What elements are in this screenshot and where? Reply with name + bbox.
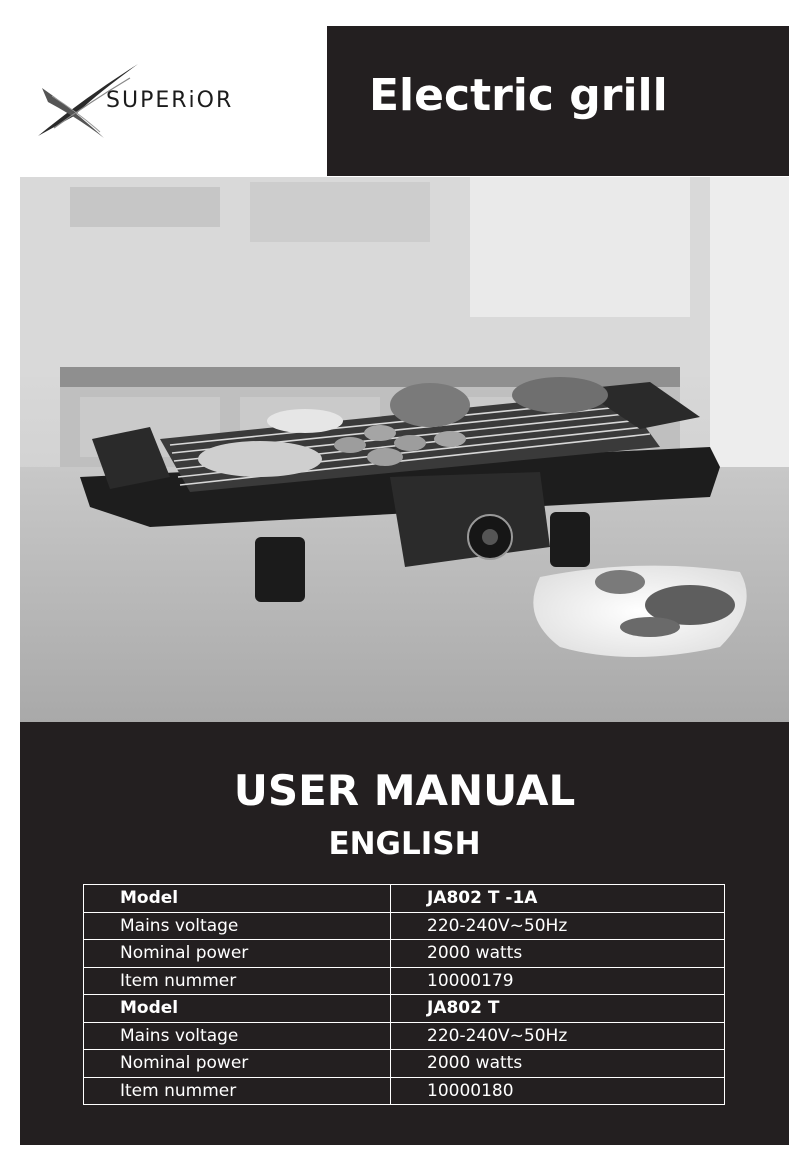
spec-label: Model xyxy=(84,885,391,913)
spec-label: Nominal power xyxy=(84,940,391,968)
table-row xyxy=(84,967,725,995)
spec-value: 2000 watts xyxy=(391,940,725,968)
table-row xyxy=(84,1022,725,1050)
grill-photo-illustration xyxy=(20,177,789,722)
spec-value: JA802 T xyxy=(391,995,725,1023)
brand-name: SUPERiOR xyxy=(106,88,234,113)
manual-title: USER MANUAL xyxy=(233,766,576,815)
product-photo xyxy=(20,177,789,722)
table-row xyxy=(84,1077,725,1105)
spec-value: 10000179 xyxy=(391,967,725,995)
spec-label: Nominal power xyxy=(84,1050,391,1078)
brand-logo xyxy=(34,58,324,148)
spec-value: 220-240V~50Hz xyxy=(391,912,725,940)
spec-label: Mains voltage xyxy=(84,1022,391,1050)
manual-language: ENGLISH xyxy=(328,826,481,862)
manual-panel xyxy=(20,722,789,1145)
title-panel xyxy=(327,26,789,176)
table-row xyxy=(84,885,725,913)
spec-label: Model xyxy=(84,995,391,1023)
table-row xyxy=(84,995,725,1023)
product-title: Electric grill xyxy=(369,70,668,121)
spec-label: Item nummer xyxy=(84,967,391,995)
spec-value: 10000180 xyxy=(391,1077,725,1105)
table-row xyxy=(84,912,725,940)
spec-label: Item nummer xyxy=(84,1077,391,1105)
table-row xyxy=(84,940,725,968)
spec-label: Mains voltage xyxy=(84,912,391,940)
spec-value: 220-240V~50Hz xyxy=(391,1022,725,1050)
table-row xyxy=(84,1050,725,1078)
specs-table xyxy=(83,884,725,1105)
spec-value: 2000 watts xyxy=(391,1050,725,1078)
spec-value: JA802 T -1A xyxy=(391,885,725,913)
